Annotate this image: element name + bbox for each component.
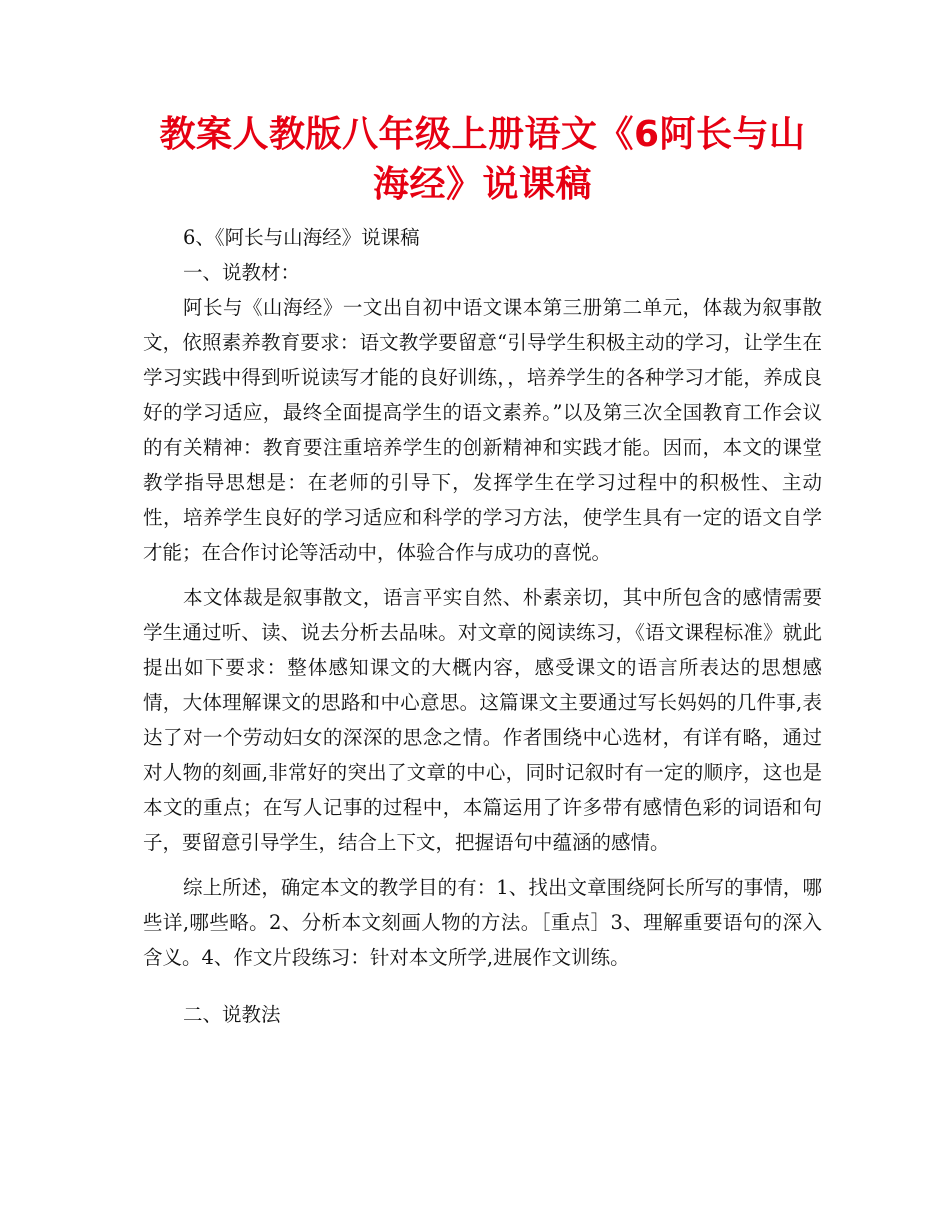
document-title: 教案人教版八年级上册语文《6阿长与山海经》说课稿 <box>159 114 806 205</box>
paragraph-materials-intro: 阿长与《山海经》一文出自初中语文课本第三册第二单元，体裁为叙事散文，依照素养教育要求：语文教学要留意“引导学生积极主动的学习，让学生在学习实践中得到听说读写才能的良好训练，，培养学生的各种学习才能，养成良好的学习适应，最终全面提高学生的语文素养。”以及第三次全国教育工作会议的有关精神：教育要注重培养学生的创新精神和实践才能。因而，本文的课堂教学指导思想是：在老师的引导下，发挥学生在学习过程中的积极性、主动性，培养学生良好的学习适应和科学的学习方法，使学生具有一定的语文自学才能；在合作讨论等活动中，体验合作与成功的喜悦。 <box>143 296 822 564</box>
paragraph-teaching-objectives: 综上所述，确定本文的教学目的有：1、找出文章围绕阿长所写的事情，哪些详,哪些略。2、分析本文刻画人物的方法。［重点］3、理解重要语句的深入含义。4、作文片段练习：针对本文所学,进展作文训练。 <box>143 876 822 969</box>
lesson-heading: 6、《阿长与山海经》说课稿 <box>183 226 420 249</box>
section-heading-methods: 二、说教法 <box>183 1003 281 1026</box>
paragraph-text-analysis: 本文体裁是叙事散文，语言平实自然、朴素亲切，其中所包含的感情需要学生通过听、读、说去分析去品味。对文章的阅读练习，《语文课程标准》就此提出如下要求：整体感知课文的大概内容，感受课文的语言所表达的思想感情，大体理解课文的思路和中心意思。这篇课文主要通过写长妈妈的几件事,表达了对一个劳动妇女的深深的思念之情。作者围绕中心选材，有详有略，通过对人物的刻画,非常好的突出了文章的中心，同时记叙时有一定的顺序，这也是本文的重点；在写人记事的过程中，本篇运用了许多带有感情色彩的词语和句子，要留意引导学生，结合上下文，把握语句中蕴涵的感情。 <box>143 586 822 854</box>
section-heading-materials: 一、说教材： <box>183 261 301 284</box>
